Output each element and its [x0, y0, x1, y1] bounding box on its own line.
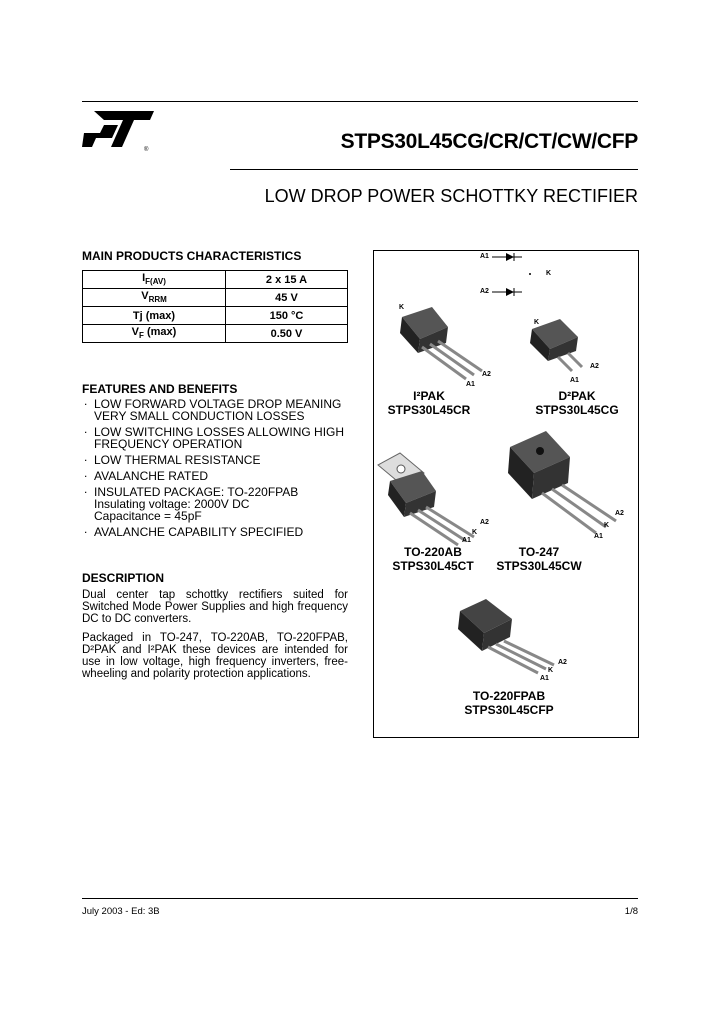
characteristics-heading: MAIN PRODUCTS CHARACTERISTICS [82, 249, 302, 263]
list-item: . AVALANCHE RATED [82, 470, 362, 482]
pin-label: A1 [570, 377, 579, 384]
pin-label: K [548, 667, 554, 674]
value-cell: 150 °C [226, 307, 348, 325]
characteristics-table [82, 270, 348, 343]
table-row [83, 271, 348, 289]
package-part-number: STPS30L45CT [392, 559, 474, 573]
footer-rule [82, 898, 638, 899]
list-item: . AVALANCHE CAPABILITY SPECIFIED [82, 526, 362, 538]
svg-text:®: ® [144, 147, 149, 153]
subtitle: LOW DROP POWER SCHOTTKY RECTIFIER [264, 186, 638, 206]
package-type: I²PAK [413, 389, 445, 403]
title-rule [230, 169, 638, 170]
pin-label: K [534, 319, 540, 326]
table-row [83, 325, 348, 343]
package-part-number: STPS30L45CFP [464, 703, 554, 717]
capacitance: Capacitance = 45pF [94, 509, 202, 523]
pin-label: A1 [462, 537, 471, 544]
packages-panel [373, 250, 639, 738]
pin-label: K [472, 529, 478, 536]
pin-label: A2 [482, 371, 491, 378]
table-row [83, 307, 348, 325]
list-item [82, 486, 362, 522]
value-cell: 0.50 V [226, 325, 348, 343]
insulating-voltage: Insulating voltage: 2000V DC [94, 497, 250, 511]
pin-label: A2 [558, 659, 567, 666]
table-row [83, 289, 348, 307]
package-type: TO-247 [518, 545, 560, 559]
package-type: TO-220FPAB [472, 689, 546, 703]
value-cell: 45 V [226, 289, 348, 307]
page-number: 1/8 [624, 906, 638, 917]
package-label [484, 545, 594, 573]
to220ab-package-icon [376, 451, 496, 551]
pin-label: A2 [615, 510, 624, 517]
top-rule [82, 101, 638, 102]
d2pak-package-icon [524, 317, 614, 387]
pin-label: A2 [480, 288, 489, 295]
package-label [522, 389, 632, 417]
param-cell: $I_{F(AV)}$ [83, 271, 226, 289]
features-heading: FEATURES AND BENEFITS [82, 382, 238, 396]
value-cell: 2 x 15 A [226, 271, 348, 289]
part-number-title: STPS30L45CG/CR/CT/CW/CFP [340, 130, 638, 153]
st-logo-icon [82, 107, 154, 153]
pin-label: K [399, 304, 405, 311]
pin-label: K [546, 270, 552, 277]
pin-label: A2 [590, 363, 599, 370]
package-label [378, 545, 488, 573]
description-paragraph: Dual center tap schottky rectifiers suited for Switched Mode Power Supplies and high frequency DC to DC converters. [82, 589, 348, 625]
param-cell: $V_F$ (max) [83, 325, 226, 343]
pin-label: A1 [480, 253, 489, 260]
pin-label: A1 [466, 381, 475, 388]
pin-label: A1 [540, 675, 549, 682]
package-part-number: STPS30L45CR [387, 403, 471, 417]
pin-label: K [604, 522, 610, 529]
description-heading: DESCRIPTION [82, 571, 165, 585]
list-item: . LOW THERMAL RESISTANCE [82, 454, 362, 466]
package-part-number: STPS30L45CW [496, 559, 582, 573]
package-label [454, 689, 564, 717]
package-type: TO-220AB [404, 545, 462, 559]
param-cell: $V_{RRM}$ [83, 289, 226, 307]
param-cell: Tj (max) [83, 307, 226, 325]
description-paragraph: Packaged in TO-247, TO-220AB, TO-220FPAB, D²PAK and I²PAK these devices are intended for use in low voltage, high frequency inverters, free-wheeling and polarity protection applications. [82, 632, 348, 680]
to220fpab-package-icon [452, 595, 572, 685]
package-label [374, 389, 484, 417]
footer-date: July 2003 - Ed: 3B [82, 906, 160, 917]
package-part-number: STPS30L45CG [535, 403, 619, 417]
list-item: . LOW FORWARD VOLTAGE DROP MEANING VERY SMALL CONDUCTION LOSSES [82, 398, 362, 422]
list-item: . LOW SWITCHING LOSSES ALLOWING HIGH FREQUENCY OPERATION [82, 426, 362, 450]
package-type: D²PAK [558, 389, 596, 403]
features-list [82, 398, 362, 542]
list-item-text: INSULATED PACKAGE: TO-220FPAB [94, 485, 299, 499]
i2pak-package-icon [392, 301, 492, 391]
to247-package-icon [506, 429, 626, 549]
pin-label: A2 [480, 519, 489, 526]
pin-label: A1 [594, 533, 603, 540]
